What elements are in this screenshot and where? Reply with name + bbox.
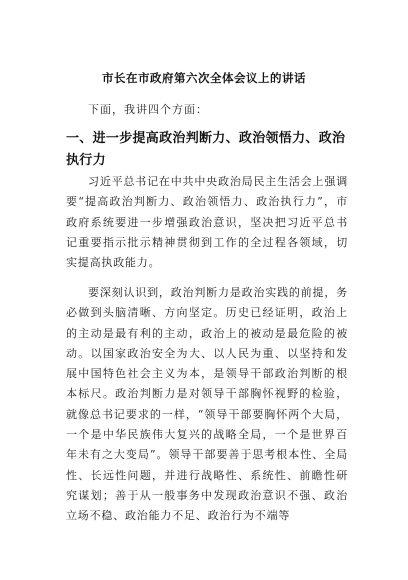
paragraph: 要深刻认识到，政治判断力是政治实践的前提，务必做到头脑清晰、方向坚定。历史已经证明，政治上的主动是最有利的主动，政治上的被动是最危险的被动。以国家政治安全为大、以人民为重、以坚持和发展中国特色社会主义为本，是领导干部政治判断的根本标尺。政治判断力是对领导干部胸怀视野的检验，就像总书记要求的一样，“领导干部要胸怀两个大局，一个是中华民族伟大复兴的战略全局，一个是世界百年未有之大变局”。领导干部要善于思考根本性、全局性、长远性问题，并进行战略性、系统性、前瞻性研究谋划；善于从一般事务中发现政治意识不强、政治立场不稳、政治能力不足、政治行为不端等	[66, 286, 348, 523]
intro-text: 下面，我讲四个方面：	[88, 103, 208, 116]
paragraph: 习近平总书记在中共中央政治局民主生活会上强调要“提高政治判断力、政治领悟力、政治执行力”，市政府系统要进一步增强政治意识，坚决把习近平总书记重要指示批示精神贯彻到工作的全过程各领域，切实提高执政能力。	[66, 175, 348, 270]
document-title: 市长在市政府第六次全体会议上的讲话	[102, 71, 306, 85]
section-heading: 一、进一步提高政治判断力、政治领悟力、政治执行力	[66, 131, 346, 168]
